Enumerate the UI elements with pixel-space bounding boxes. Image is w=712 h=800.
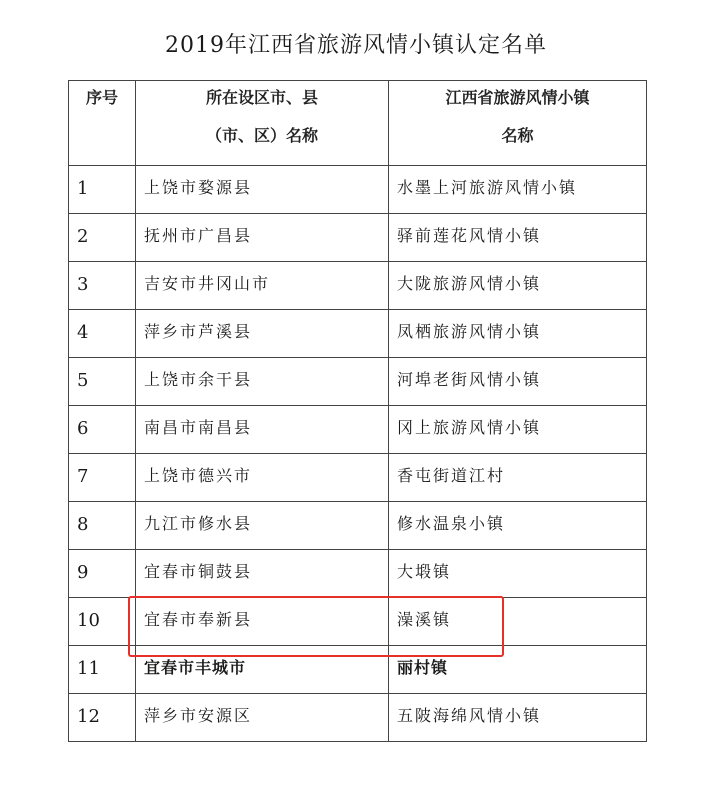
table-row [69,502,647,550]
row-serial-number: 9 [69,550,136,598]
table-header-row [69,81,647,166]
table-row [69,358,647,406]
table-row [69,646,647,694]
header-serial-label: 序号 [85,88,118,107]
row-town-name: 澡溪镇 [389,598,647,646]
row-location: 宜春市丰城市 [136,646,389,694]
header-location-line1: 所在设区市、县 [205,88,318,107]
row-serial-number: 11 [69,646,136,694]
row-serial-number: 12 [69,694,136,742]
header-town [389,81,647,166]
row-serial-number: 1 [69,166,136,214]
row-location: 萍乡市安源区 [136,694,389,742]
row-serial-number: 4 [69,310,136,358]
row-location: 南昌市南昌县 [136,406,389,454]
row-town-name: 五陂海绵风情小镇 [389,694,647,742]
table-row [69,406,647,454]
table-row [69,214,647,262]
row-town-name: 冈上旅游风情小镇 [389,406,647,454]
row-serial-number: 8 [69,502,136,550]
row-serial-number: 5 [69,358,136,406]
header-location-line2: （市、区）名称 [205,126,318,145]
table-row [69,550,647,598]
row-serial-number: 6 [69,406,136,454]
row-town-name: 凤栖旅游风情小镇 [389,310,647,358]
row-location: 上饶市婺源县 [136,166,389,214]
table-row [69,310,647,358]
row-town-name: 大陇旅游风情小镇 [389,262,647,310]
row-town-name: 驿前莲花风情小镇 [389,214,647,262]
row-serial-number: 3 [69,262,136,310]
row-town-name: 河埠老街风情小镇 [389,358,647,406]
header-town-line1: 江西省旅游风情小镇 [445,88,590,107]
row-location: 宜春市铜鼓县 [136,550,389,598]
table-row [69,262,647,310]
row-serial-number: 2 [69,214,136,262]
row-serial-number: 10 [69,598,136,646]
row-town-name: 修水温泉小镇 [389,502,647,550]
row-town-name: 水墨上河旅游风情小镇 [389,166,647,214]
row-location: 宜春市奉新县 [136,598,389,646]
row-town-name: 大塅镇 [389,550,647,598]
row-location: 萍乡市芦溪县 [136,310,389,358]
table-row [69,598,647,646]
row-serial-number: 7 [69,454,136,502]
row-town-name: 香屯街道江村 [389,454,647,502]
table-row [69,166,647,214]
row-location: 上饶市余干县 [136,358,389,406]
row-town-name: 丽村镇 [389,646,647,694]
header-town-line2: 名称 [501,126,534,145]
header-serial-number [69,81,136,166]
row-location: 吉安市井冈山市 [136,262,389,310]
town-list-table [68,80,647,742]
page-title: 2019年江西省旅游风情小镇认定名单 [165,33,547,58]
row-location: 抚州市广昌县 [136,214,389,262]
table-row [69,694,647,742]
row-location: 九江市修水县 [136,502,389,550]
table-row [69,454,647,502]
header-location [136,81,389,166]
row-location: 上饶市德兴市 [136,454,389,502]
